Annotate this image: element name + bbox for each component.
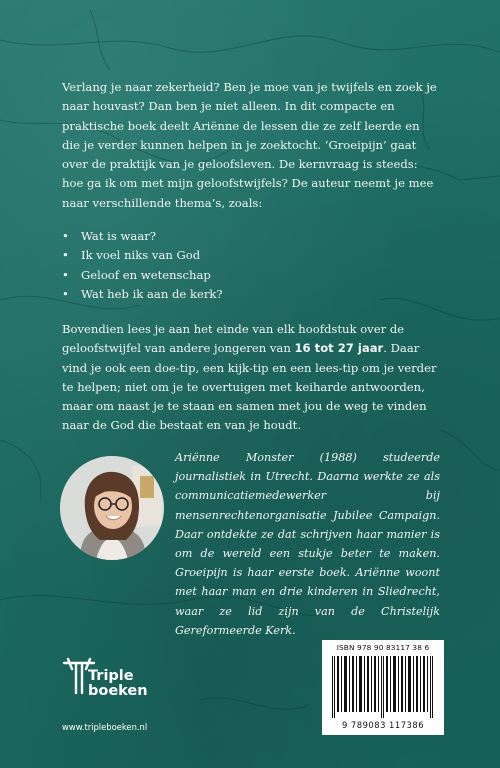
barcode-bars (330, 656, 436, 718)
barcode (322, 640, 444, 735)
publisher-name (88, 669, 148, 699)
publisher-name-line2: boeken (88, 683, 148, 699)
list-item: • Wat is waar? (62, 227, 223, 246)
paragraph-text-start: Bovendien lees je aan het einde van elk hoofdstuk over de geloofstwijfel van andere jongeren van (62, 322, 405, 356)
publisher-name-line1: Triple (88, 668, 134, 684)
publisher-logo (62, 655, 182, 715)
author-photo (60, 456, 164, 560)
author-bio: Ariënne Monster (1988) studeerde journalistiek in Utrecht. Daarna werkte ze als communicatiemedewerker bij mensenrechtenorganisatie Jubilee Campaign. Daar ontdekte ze dat schrijven haar manier is om de wereld een stukje beter te maken. Groeipijn is haar eerste boek. Ariënne woont met haar man en drie kinderen in Sliedrecht, waar ze lid zijn van de Christelijk Gereformeerde Kerk. (175, 451, 440, 637)
list-item: • Ik voel niks van God (62, 246, 223, 265)
list-item: • Geloof en wetenschap (62, 266, 223, 285)
isbn-label: ISBN 978 90 83117 38 6 (336, 643, 430, 652)
paragraph-text-end: . Daar vind je ook een doe-tip, een kijk-tip en een lees-tip om je verder te helpen; niet om je te overtuigen met keiharde antwoorden, maar om naast je te staan en samen met jou de weg te vinden naar de God die bestaat en van je houdt. (62, 341, 437, 433)
topic-list (62, 227, 223, 304)
publisher-website[interactable]: www.tripleboeken.nl (62, 722, 148, 732)
intro-paragraph: Verlang je naar zekerheid? Ben je moe van je twijfels en zoek je naar houvast? Dan ben je niet alleen. In dit compacte en praktische boek deelt Ariënne de lessen die ze zelf leerde en die je verder kunnen helpen in je zoektocht. ‘Groeipijn’ gaat over de praktijk van je geloofsleven. De kernvraag is steeds: hoe ga ik om met mijn geloofstwijfels? De auteur neemt je mee naar verschillende thema’s, zoals: (62, 80, 437, 210)
list-item: • Wat heb ik aan de kerk? (62, 285, 223, 304)
second-paragraph (62, 320, 440, 436)
age-range: 16 tot 27 jaar (294, 341, 384, 356)
barcode-digits: 9 789083 117386 (341, 720, 425, 730)
